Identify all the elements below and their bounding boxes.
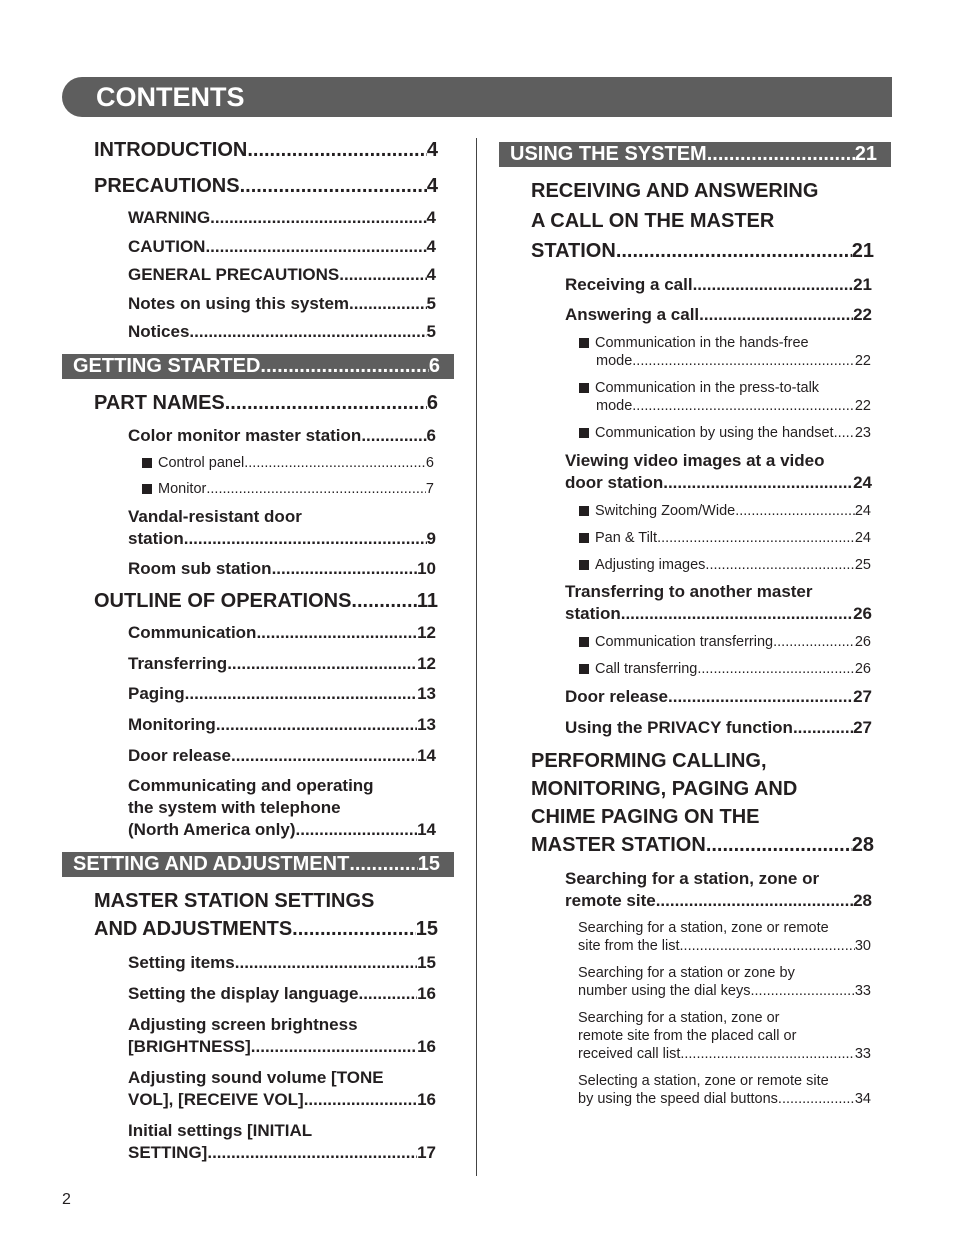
toc-entry-search-list[interactable]: Searching for a station, zone or remote site from the list ..... 30 <box>499 919 891 955</box>
toc-entry-notes-using-system[interactable]: Notes on using this system ..... 5 <box>62 293 454 315</box>
toc-entry-zoom-wide[interactable]: Switching Zoom/Wide ..... 24 <box>499 502 891 520</box>
toc-entry-general-precautions[interactable]: GENERAL PRECAUTIONS ..... 4 <box>62 264 454 286</box>
toc-entry-brightness[interactable]: Adjusting screen brightness [BRIGHTNESS] ..... 16 <box>62 1014 454 1058</box>
toc-entry-hands-free[interactable]: Communication in the hands-free mode ..... 22 <box>499 334 891 370</box>
toc-left-column <box>62 135 454 1164</box>
toc-entry-door-release-right[interactable]: Door release ..... 27 <box>499 686 891 708</box>
toc-right-column <box>499 142 891 1108</box>
page-title: CONTENTS <box>96 82 245 112</box>
square-bullet-icon <box>579 637 589 647</box>
toc-entry-introduction[interactable]: INTRODUCTION ..... 4 <box>62 136 454 164</box>
toc-entry-master-station-settings[interactable]: MASTER STATION SETTINGS AND ADJUSTMENTS ..... 15 <box>62 887 454 943</box>
toc-entry-speed-dial[interactable]: Selecting a station, zone or remote site by using the speed dial buttons ..... 34 <box>499 1072 891 1108</box>
toc-entry-sound-volume[interactable]: Adjusting sound volume [TONE VOL], [RECEIVE VOL] ..... 16 <box>62 1067 454 1111</box>
toc-entry-press-to-talk[interactable]: Communication in the press-to-talk mode ..... 22 <box>499 379 891 415</box>
toc-entry-color-monitor[interactable]: Color monitor master station ..... 6 <box>62 425 454 447</box>
square-bullet-icon <box>579 560 589 570</box>
toc-entry-receiving-answering[interactable]: RECEIVING AND ANSWERING A CALL ON THE MASTER STATION ..... 21 <box>499 176 891 266</box>
toc-entry-door-release[interactable]: Door release ..... 14 <box>62 745 454 767</box>
toc-entry-search-placed[interactable]: Searching for a station, zone or remote site from the placed call or received call list ..... 33 <box>499 1009 891 1063</box>
square-bullet-icon <box>579 506 589 516</box>
toc-entry-outline-operations[interactable]: OUTLINE OF OPERATIONS ..... 11 <box>62 587 454 615</box>
toc-entry-pan-tilt[interactable]: Pan & Tilt ..... 24 <box>499 529 891 547</box>
toc-entry-initial-settings[interactable]: Initial settings [INITIAL SETTING] ..... 17 <box>62 1120 454 1164</box>
toc-entry-handset[interactable]: Communication by using the handset ..... 23 <box>499 424 891 442</box>
square-bullet-icon <box>579 428 589 438</box>
toc-entry-communication[interactable]: Communication ..... 12 <box>62 622 454 644</box>
toc-entry-transfer-master[interactable]: Transferring to another master station ..... 26 <box>499 581 891 625</box>
toc-entry-receiving-call[interactable]: Receiving a call ..... 21 <box>499 274 891 296</box>
section-setting-adjustment[interactable]: SETTING AND ADJUSTMENT ..... 15 <box>62 852 454 877</box>
toc-entry-warning[interactable]: WARNING ..... 4 <box>62 207 454 229</box>
toc-entry-precautions[interactable]: PRECAUTIONS ..... 4 <box>62 172 454 200</box>
toc-entry-paging[interactable]: Paging ..... 13 <box>62 683 454 705</box>
page-number: 2 <box>62 1191 71 1208</box>
square-bullet-icon <box>142 458 152 468</box>
toc-entry-searching[interactable]: Searching for a station, zone or remote site ..... 28 <box>499 868 891 912</box>
toc-entry-performing-calling[interactable]: PERFORMING CALLING, MONITORING, PAGING AND CHIME PAGING ON THE MASTER STATION ..... 28 <box>499 747 891 859</box>
toc-entry-call-transferring[interactable]: Call transferring ..... 26 <box>499 660 891 678</box>
column-divider <box>476 138 477 1176</box>
toc-entry-privacy[interactable]: Using the PRIVACY function ..... 27 <box>499 717 891 739</box>
section-getting-started[interactable]: GETTING STARTED ..... 6 <box>62 354 454 379</box>
toc-entry-telephone[interactable]: Communicating and operating the system with telephone (North America only) ..... 14 <box>62 775 454 841</box>
contents-banner <box>62 77 892 117</box>
square-bullet-icon <box>142 484 152 494</box>
toc-entry-vandal-door-station[interactable]: Vandal-resistant door station ..... 9 <box>62 506 454 550</box>
toc-entry-caution[interactable]: CAUTION ..... 4 <box>62 236 454 258</box>
square-bullet-icon <box>579 383 589 393</box>
square-bullet-icon <box>579 533 589 543</box>
square-bullet-icon <box>579 338 589 348</box>
toc-entry-control-panel[interactable]: Control panel ..... 6 <box>62 454 454 472</box>
toc-entry-setting-items[interactable]: Setting items ..... 15 <box>62 952 454 974</box>
toc-entry-transferring[interactable]: Transferring ..... 12 <box>62 653 454 675</box>
toc-entry-monitor[interactable]: Monitor ..... 7 <box>62 480 454 498</box>
toc-entry-room-sub-station[interactable]: Room sub station ..... 10 <box>62 558 454 580</box>
toc-entry-display-language[interactable]: Setting the display language ..... 16 <box>62 983 454 1005</box>
toc-entry-search-dial[interactable]: Searching for a station or zone by number using the dial keys ..... 33 <box>499 964 891 1000</box>
toc-entry-comm-transferring[interactable]: Communication transferring ..... 26 <box>499 633 891 651</box>
toc-entry-answering-call[interactable]: Answering a call ..... 22 <box>499 304 891 326</box>
section-using-the-system[interactable]: USING THE SYSTEM ..... 21 <box>499 142 891 167</box>
toc-entry-monitoring[interactable]: Monitoring ..... 13 <box>62 714 454 736</box>
toc-entry-viewing-video[interactable]: Viewing video images at a video door station ..... 24 <box>499 450 891 494</box>
toc-entry-part-names[interactable]: PART NAMES ..... 6 <box>62 389 454 417</box>
square-bullet-icon <box>579 664 589 674</box>
toc-entry-notices[interactable]: Notices ..... 5 <box>62 321 454 343</box>
toc-entry-adjusting-images[interactable]: Adjusting images ..... 25 <box>499 556 891 574</box>
